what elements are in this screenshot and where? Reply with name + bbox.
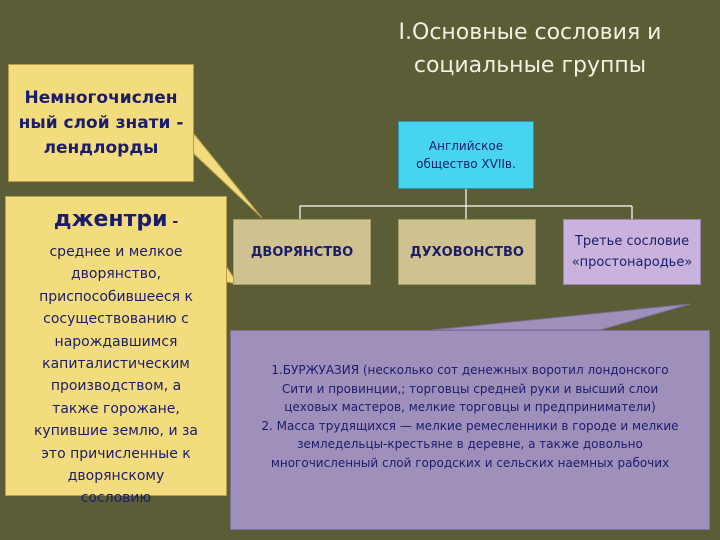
slide-title-line2: социальные группы (413, 53, 647, 78)
society-line1: Английское (428, 139, 504, 153)
gentry-line: капиталистическим (42, 356, 190, 373)
detail-line: земледельцы-крестьяне в деревне, а также довольно (297, 437, 643, 451)
gentry-heading (14, 207, 218, 235)
gentry-line: это причисленные к (41, 445, 191, 462)
detail-line: Сити и провинции,; торговцы средней руки и высший слои (281, 381, 659, 396)
gentry-line: также горожане, (52, 400, 180, 417)
nobility-node (233, 219, 371, 285)
third-estate-line1: Третье сословие (574, 234, 690, 249)
gentry-line: дворянскому (67, 468, 165, 485)
elite-line2: ный слой знати - (18, 112, 184, 133)
gentry-line: сословию (80, 490, 152, 507)
clergy-node (398, 219, 536, 285)
gentry-callout (5, 196, 227, 507)
gentry-line: среднее и мелкое (49, 244, 183, 260)
detail-line: многочисленный слой городских и сельских наемных рабочих (270, 455, 670, 470)
gentry-line: нарождавшимся (54, 333, 178, 350)
third-estate-node (563, 219, 701, 285)
third-estate-callout-pointer (432, 304, 690, 330)
slide-title-line1: I.Основные сословия и (398, 20, 662, 45)
third-estate-detail (230, 330, 710, 530)
slide-title (360, 16, 700, 82)
detail-line: цеховых мастеров, мелкие торговцы и предприниматели) (284, 400, 656, 414)
clergy-label: ДУХОВОНСТВО (410, 244, 524, 260)
english-society-node (398, 121, 534, 189)
gentry-line: купившие землю, и за (33, 423, 199, 440)
detail-line: 1.БУРЖУАЗИЯ (несколько сот денежных воротил лондонского (271, 363, 669, 377)
gentry-heading-suffix: - (167, 214, 179, 230)
gentry-line: дворянство, (70, 266, 162, 283)
elite-callout (8, 64, 194, 182)
elite-line1: Немногочислен (24, 87, 178, 108)
nobility-label: ДВОРЯНСТВО (250, 244, 354, 260)
society-line2: общество XVIIв. (416, 157, 516, 171)
gentry-line: производством, а (50, 378, 182, 395)
elite-line3: лендлорды (43, 137, 159, 158)
gentry-description (14, 241, 218, 510)
third-estate-line2: «простонародье» (571, 255, 693, 270)
gentry-line: приспособившееся к (39, 288, 193, 305)
gentry-line: сосуществованию с (43, 311, 189, 328)
gentry-heading-word: джентри (53, 207, 168, 232)
detail-line: 2. Масса трудящихся — мелкие ремесленники в городе и мелкие (261, 418, 679, 433)
